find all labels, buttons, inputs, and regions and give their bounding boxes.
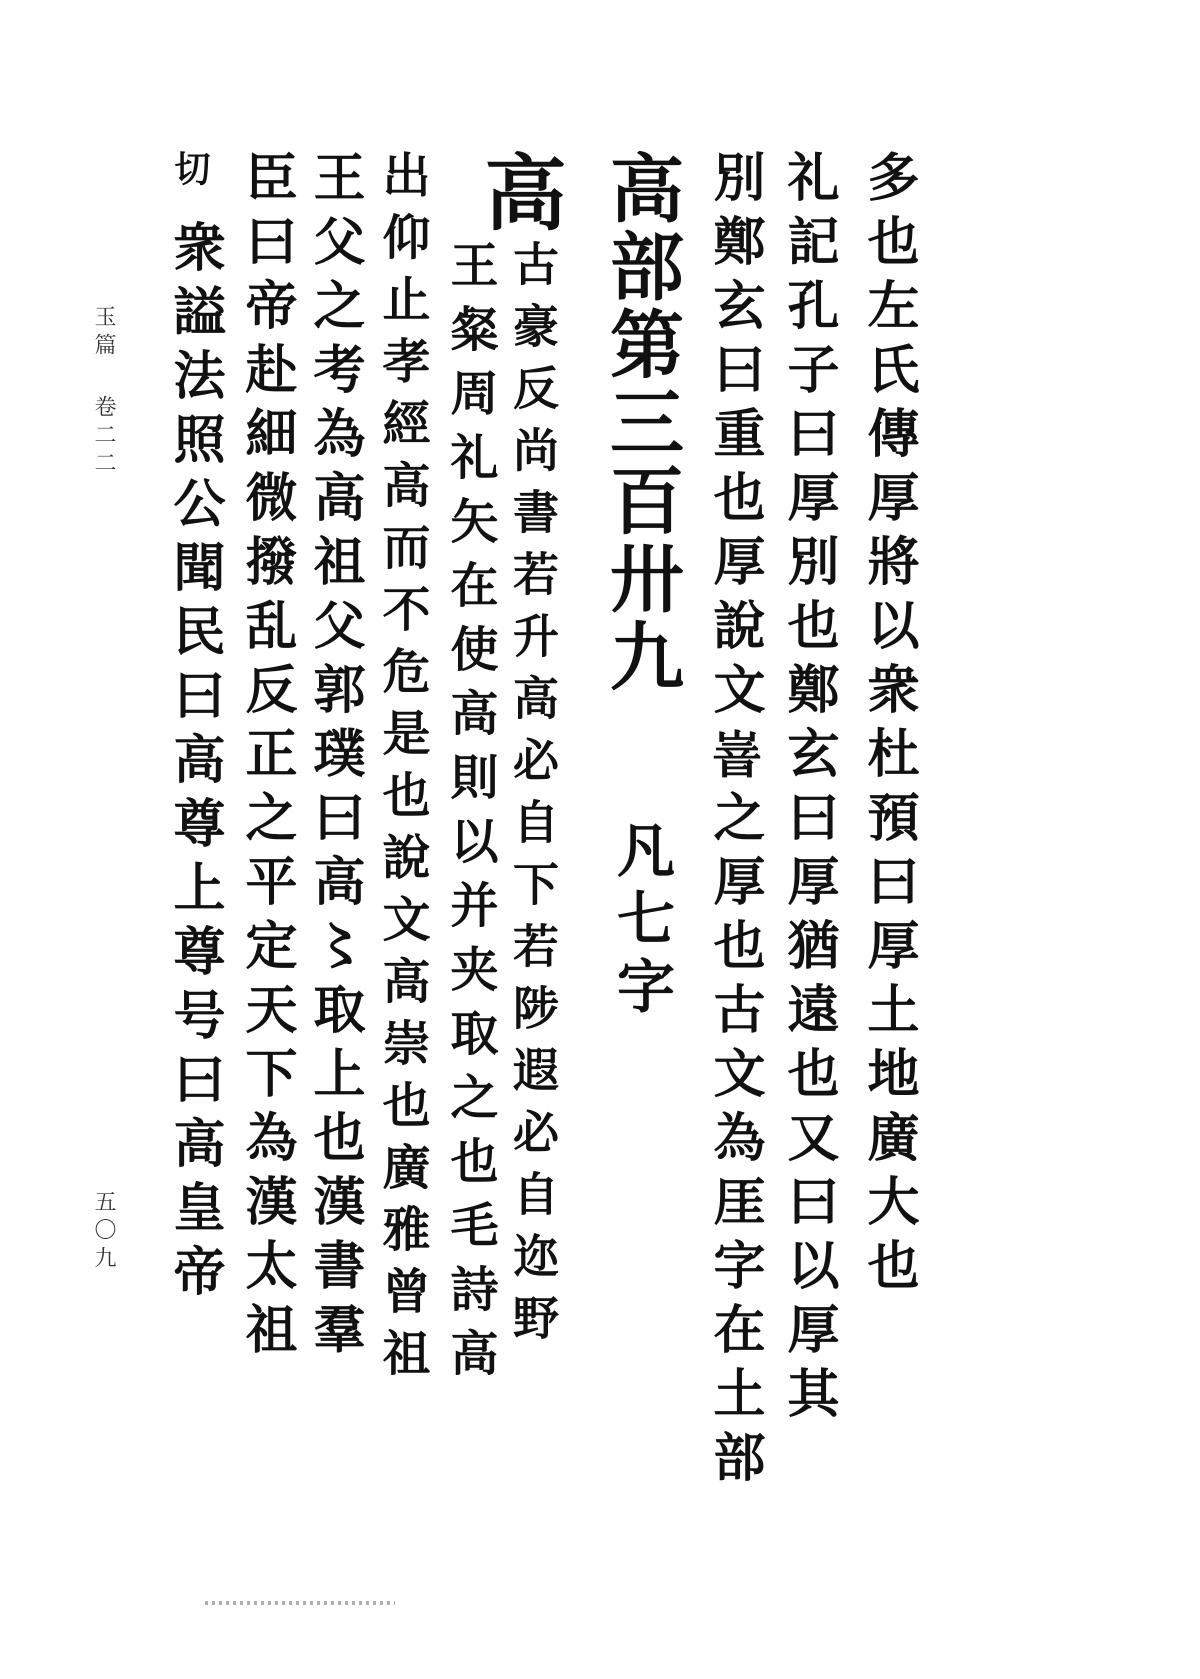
margin-page-number: 五〇九: [91, 1190, 116, 1274]
text-column-5: 出仰止孝經高而不危是也說文高崇也廣雅曾祖: [374, 150, 430, 1390]
margin-book-title: 玉篇: [91, 305, 116, 361]
text-column-4: 王粲周礼矢在使高則以并夹取之也毛詩高: [442, 240, 498, 1392]
entry-gloss-column: 古豪反尚書若升高必自下若陟遐必自迩野: [506, 240, 560, 1356]
text-column-7: 臣曰帝赴細微撥乱反正之平定天下為漢太祖: [236, 150, 297, 1366]
text-column-6: 王父之考為高祖父郭璞曰高〻取上也漢書羣: [304, 150, 365, 1366]
text-column-1: 多也左氏傳厚將以衆杜預曰厚土地廣大也: [858, 150, 919, 1302]
character-count: 凡七字: [607, 820, 675, 1024]
text-column-2: 礼記孔子曰厚別也鄭玄曰厚猶遠也又曰以厚其: [778, 150, 839, 1430]
entry-character: 高: [471, 150, 567, 232]
section-heading: 高部第三百卅九: [598, 150, 684, 696]
text-column-3: 別鄭玄曰重也厚說文𡺞之厚也古文為厓字在土部: [704, 150, 765, 1494]
qie-note: 切: [169, 150, 211, 186]
bottom-scan-artifact: [205, 1601, 395, 1605]
margin-volume: 卷二二: [91, 395, 116, 479]
text-column-8: 衆謚法照公聞民曰高尊上尊号曰高皇帝: [164, 220, 225, 1308]
